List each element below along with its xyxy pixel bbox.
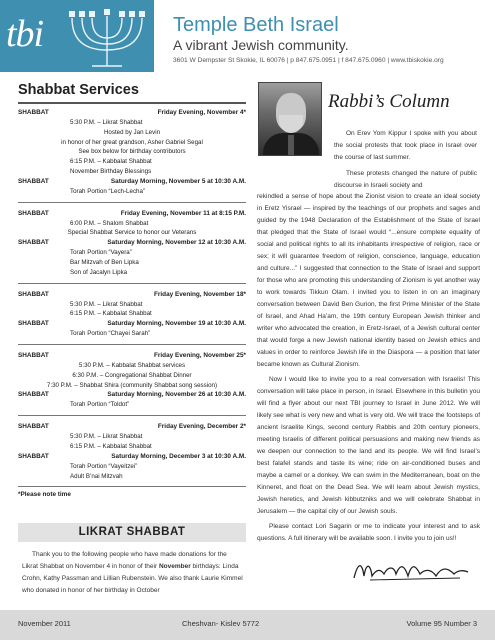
service-label: SHABBAT	[18, 239, 49, 247]
column-paragraph: Now I would like to invite you to a real conversation with Israelis! This conversation will take place in person, in Israel. Elsewhere in this bulletin you will find a flyer about our next TBI journey to Israel in June 2012. We will likely see what is very new and what is very old. We will trace the footsteps of ancient Israelite Kings, second century Rabbis and 20th century pioneers, meeting Israelis of different political persuasions and making new friends as we deepen our connection to the land and its people. We will find Israel’s best falafel stands and taste its wine; ride on air-conditioned buses and maybe a camel or a donkey. We can swim in the Mediterranean, boat on the Kinneret, and float on the Dead Sea. We will learn about Jewish mystics, Jewish heretics, and Jewish kibbutzniks and we will celebrate Shabbat in Jerusalem — the capital city of our Jewish souls.	[257, 376, 480, 515]
service-row	[18, 351, 246, 361]
service-detail: Bar Mitzvah of Ben Lipka	[70, 258, 139, 266]
likrat-text-month: November	[158, 563, 191, 570]
menorah-icon	[62, 8, 152, 70]
logo-wordmark: tbi	[6, 13, 44, 55]
service-detail: 5:30 P.M. – Likrat Shabbat	[70, 433, 143, 441]
service-row	[18, 452, 246, 462]
service-time: Friday Evening, December 2*	[157, 423, 246, 431]
footer	[0, 610, 495, 640]
service-time: Saturday Morning, November 19 at 10:30 A.M.	[107, 320, 246, 328]
service-detail: Adult B’nai Mitzvah	[70, 472, 123, 480]
service-block	[18, 106, 246, 203]
service-label: SHABBAT	[18, 423, 49, 431]
masthead	[0, 0, 495, 72]
rabbi-photo	[258, 82, 322, 156]
service-row	[18, 422, 246, 432]
likrat-title: LIKRAT SHABBAT	[18, 523, 246, 542]
column-title: Rabbi’s Column	[328, 91, 450, 112]
service-detail: 5:30 P.M. – Likrat Shabbat	[70, 119, 143, 126]
service-time: Friday Evening, November 4*	[157, 109, 246, 116]
divider	[18, 102, 246, 104]
column-intro-paragraph: On Erev Yom Kippur I spoke with you about the social protests that took place in Israel over the course of last summer.	[334, 130, 477, 161]
column-intro	[334, 128, 477, 192]
temple-name: Temple Beth Israel	[173, 14, 339, 36]
service-row	[18, 209, 246, 219]
service-detail: Torah Portion “Toldot”	[70, 401, 130, 409]
time-note: *Please note time	[18, 491, 71, 499]
service-detail: 6:30 P.M. – Congregational Shabbat Dinner	[72, 371, 192, 379]
rabbi-signature	[350, 558, 472, 584]
service-detail: 5:30 P.M. – Likrat Shabbat	[70, 300, 143, 308]
service-row	[18, 290, 246, 300]
service-time: Saturday Morning, November 26 at 10:30 A.M.	[107, 391, 246, 399]
service-label: SHABBAT	[18, 177, 49, 185]
shabbat-services-section	[18, 82, 246, 498]
likrat-shabbat-box	[18, 523, 246, 601]
service-time: Saturday Morning, December 3 at 10:30 A.M.	[111, 452, 246, 460]
temple-address: 3601 W Dempster St Skokie, IL 60076 | p 847.675.0951 | f 847.675.0960 | www.tbiskokie.org	[173, 57, 444, 64]
likrat-text-end: birthdays: Linda Crohn, Kathy Passman and Lillian Rubenstein. We also thank Laurie Kimmel who donated in honor of her birthday in October	[22, 563, 243, 594]
service-time: Friday Evening, November 11 at 8:15 P.M.	[120, 209, 246, 217]
footer-hebrew-date: Cheshvan- Kislev 5772	[182, 619, 260, 628]
service-block	[18, 349, 246, 416]
likrat-text	[22, 549, 244, 597]
service-detail: 6:15 P.M. – Kabbalat Shabbat	[70, 310, 152, 318]
service-time: Friday Evening, November 25*	[154, 351, 246, 359]
likrat-text-start: Thank you to the following people who have made donations for the Likrat Shabbat on November 4 in honor of their	[22, 551, 227, 570]
service-detail: 6:00 P.M. – Shalom Shabbat	[70, 219, 149, 227]
service-detail: Torah Portion “Chayei Sarah”	[70, 330, 151, 338]
service-time: Saturday Morning, November 5 at 10:30 A.M.	[110, 177, 246, 185]
service-detail: See box below for birthday contributors	[78, 148, 186, 156]
service-detail: Torah Portion “Vayera”	[70, 249, 132, 257]
tbi-logo	[0, 0, 154, 72]
service-label: SHABBAT	[18, 391, 49, 399]
column-paragraph: rekindled a sense of hope about the Zionist vision to create an ideal society in Eretz Yisrael — inspired by the teachings of our prophets and sages and guided by the 1948 Declaration of the Establishment of the State of Israel that pledged that the State of Israel would “...ensure complete equality of social and political rights to all its inhabitants irrespective of religion, race or sex; it will guarantee freedom of religion, conscience, language, education and culture...” I suggested that connection to the State of Israel and support for those who are promoting this understanding of Zionism is yet another way to work towards Tikkun Olam. I invited you to listen in on an imaginary conversation between David Ben Gurion, the first Prime Minister of the State of Israel, and Ahad Ha’am, the 19th century European Jewish thinker and writer who advocated the creation, in Eretz-Israel, of a Jewish cultural center that would forge a new Jewish national identity based on Jewish ethics and values in order to reinforce Jewish life in the Diaspora — a position that later became known as Cultural Zionism.	[257, 193, 480, 368]
services-list	[18, 106, 246, 487]
footer-volume: Volume 95 Number 3	[406, 619, 477, 628]
service-label: SHABBAT	[18, 320, 49, 328]
service-label: SHABBAT	[18, 452, 49, 460]
column-paragraph: Please contact Lori Sagarin or me to indicate your interest and to ask questions. A full itinerary will be available soon. I invite you to join us!!	[257, 523, 480, 542]
service-detail: November Birthday Blessings	[70, 167, 152, 175]
service-detail: Torah Portion “Lech-Lecha”	[70, 187, 145, 195]
service-detail: 7:30 P.M. – Shabbat Shira (community Shabbat song session)	[46, 381, 218, 389]
service-detail: 6:15 P.M. – Kabbalat Shabbat	[70, 442, 152, 450]
service-detail: Special Shabbat Service to honor our Veterans	[67, 229, 197, 237]
service-time: Saturday Morning, November 12 at 10:30 A.M.	[107, 239, 246, 247]
footer-date: November 2011	[18, 619, 71, 628]
column-intro-paragraph-2: These protests changed the nature of public discourse in Israeli society and	[334, 170, 477, 189]
service-label: SHABBAT	[18, 351, 49, 359]
service-detail: 5:30 P.M. – Kabbalat Shabbat services	[78, 361, 186, 369]
service-row	[18, 177, 246, 187]
service-block	[18, 288, 246, 345]
service-row	[18, 390, 246, 400]
service-detail: Hosted by Jan Levin	[103, 128, 161, 136]
service-block	[18, 420, 246, 487]
service-row	[18, 319, 246, 329]
column-body	[257, 191, 480, 545]
service-label: SHABBAT	[18, 290, 49, 298]
service-row	[18, 238, 246, 248]
service-row	[18, 108, 246, 118]
section-title: Shabbat Services	[18, 82, 139, 98]
service-time: Friday Evening, November 18*	[154, 290, 246, 298]
service-label: SHABBAT	[18, 109, 49, 116]
temple-tagline: A vibrant Jewish community.	[173, 37, 349, 53]
service-block	[18, 207, 246, 284]
service-detail: Torah Portion “Vayeitzei”	[70, 462, 138, 470]
service-label: SHABBAT	[18, 209, 49, 217]
service-detail: Son of Jacalyn Lipka	[70, 268, 128, 276]
service-detail: 6:15 P.M. – Kabbalat Shabbat	[70, 158, 152, 166]
service-detail: in honor of her great grandson, Asher Gabriel Segal	[61, 138, 203, 146]
